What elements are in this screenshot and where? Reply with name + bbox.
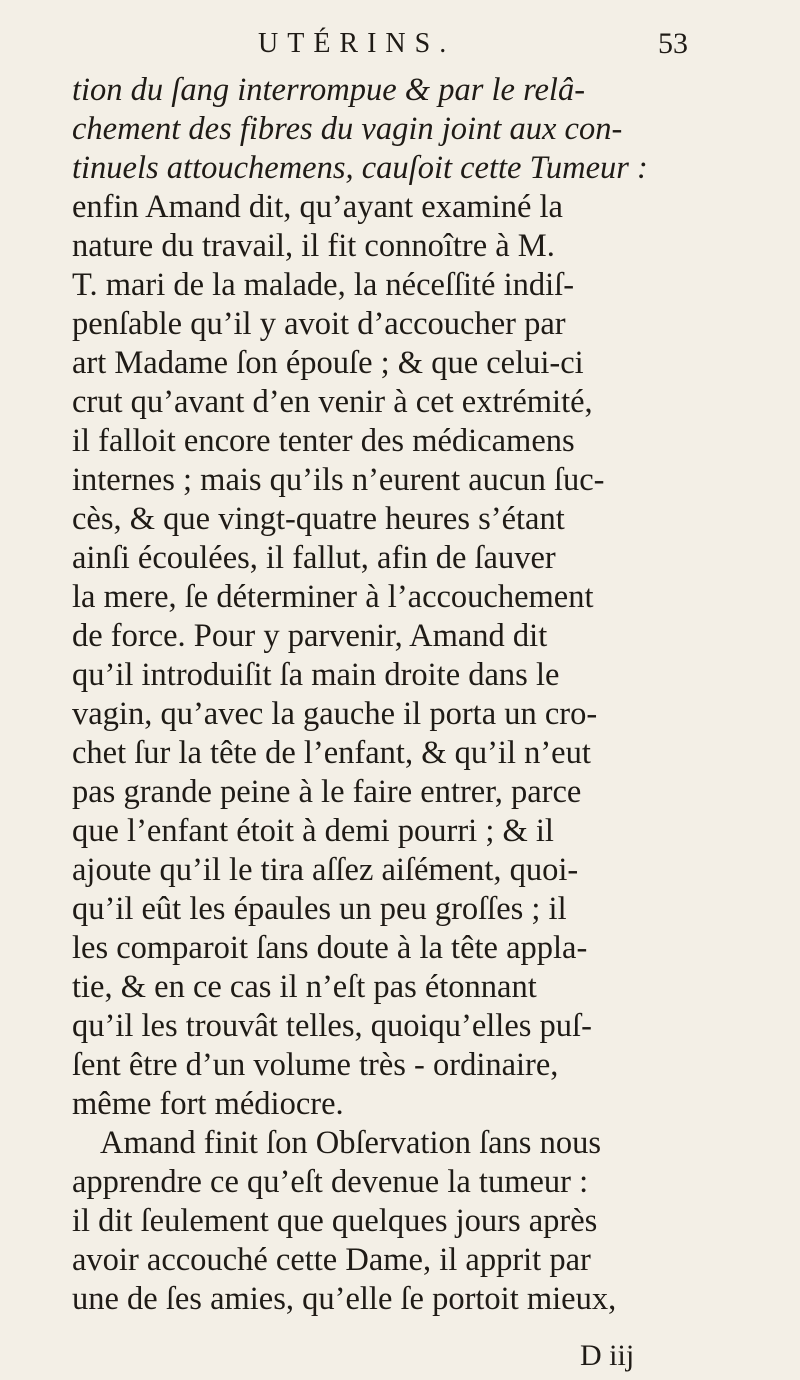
text-line: les comparoit ſans doute à la tête appla-	[72, 930, 588, 966]
text-line: qu’il eût les épaules un peu groſſes ; il	[72, 891, 567, 927]
text-line: chet ſur la tête de l’enfant, & qu’il n’eut	[72, 735, 591, 771]
text-line: il dit ſeulement que quelques jours après	[72, 1203, 598, 1239]
signature-mark: D iij	[580, 1339, 635, 1372]
text-line: il falloit encore tenter des médicamens	[72, 423, 575, 459]
text-line: pas grande peine à le faire entrer, parce	[72, 774, 582, 810]
text-line: ajoute qu’il le tira aſſez aiſément, quoi-	[72, 852, 579, 888]
text-line: que l’enfant étoit à demi pourri ; & il	[72, 813, 554, 849]
text-line: ſent être d’un volume très - ordinaire,	[72, 1047, 559, 1083]
text-line: tion du ſang interrompue & par le relâ-	[72, 72, 586, 108]
text-line: vagin, qu’avec la gauche il porta un cro-	[72, 696, 598, 732]
text-line: la mere, ſe déterminer à l’accouchement	[72, 579, 594, 615]
text-line: qu’il introduiſit ſa main droite dans le	[72, 657, 560, 693]
text-line: chement des fibres du vagin joint aux con-	[72, 111, 623, 147]
text-line: Amand finit ſon Obſervation ſans nous	[100, 1125, 601, 1161]
text-line: cès, & que vingt-quatre heures s’étant	[72, 501, 565, 537]
text-line: ainſi écoulées, il fallut, afin de ſauver	[72, 540, 556, 576]
running-head	[0, 24, 800, 64]
text-line: de force. Pour y parvenir, Amand dit	[72, 618, 548, 654]
running-title: UTÉRINS.	[258, 28, 456, 59]
text-line: penſable qu’il y avoit d’accoucher par	[72, 306, 566, 342]
text-line: même fort médiocre.	[72, 1086, 344, 1122]
text-line: tinuels attouchemens, cauſoit cette Tumeur :	[72, 150, 648, 186]
text-line: qu’il les trouvât telles, quoiqu’elles puſ-	[72, 1008, 592, 1044]
text-line: T. mari de la malade, la néceſſité indiſ-	[72, 267, 575, 303]
text-line: art Madame ſon épouſe ; & que celui-ci	[72, 345, 584, 381]
page-number: 53	[658, 27, 688, 60]
text-line: apprendre ce qu’eſt devenue la tumeur :	[72, 1164, 589, 1200]
text-line: nature du travail, il fit connoître à M.	[72, 228, 555, 264]
text-line: tie, & en ce cas il n’eſt pas étonnant	[72, 969, 537, 1005]
text-line: crut qu’avant d’en venir à cet extrémité,	[72, 384, 593, 420]
text-line: une de ſes amies, qu’elle ſe portoit mieux,	[72, 1281, 617, 1317]
text-line: internes ; mais qu’ils n’eurent aucun ſuc-	[72, 462, 605, 498]
text-line: enfin Amand dit, qu’ayant examiné la	[72, 189, 563, 225]
text-line: avoir accouché cette Dame, il apprit par	[72, 1242, 591, 1278]
